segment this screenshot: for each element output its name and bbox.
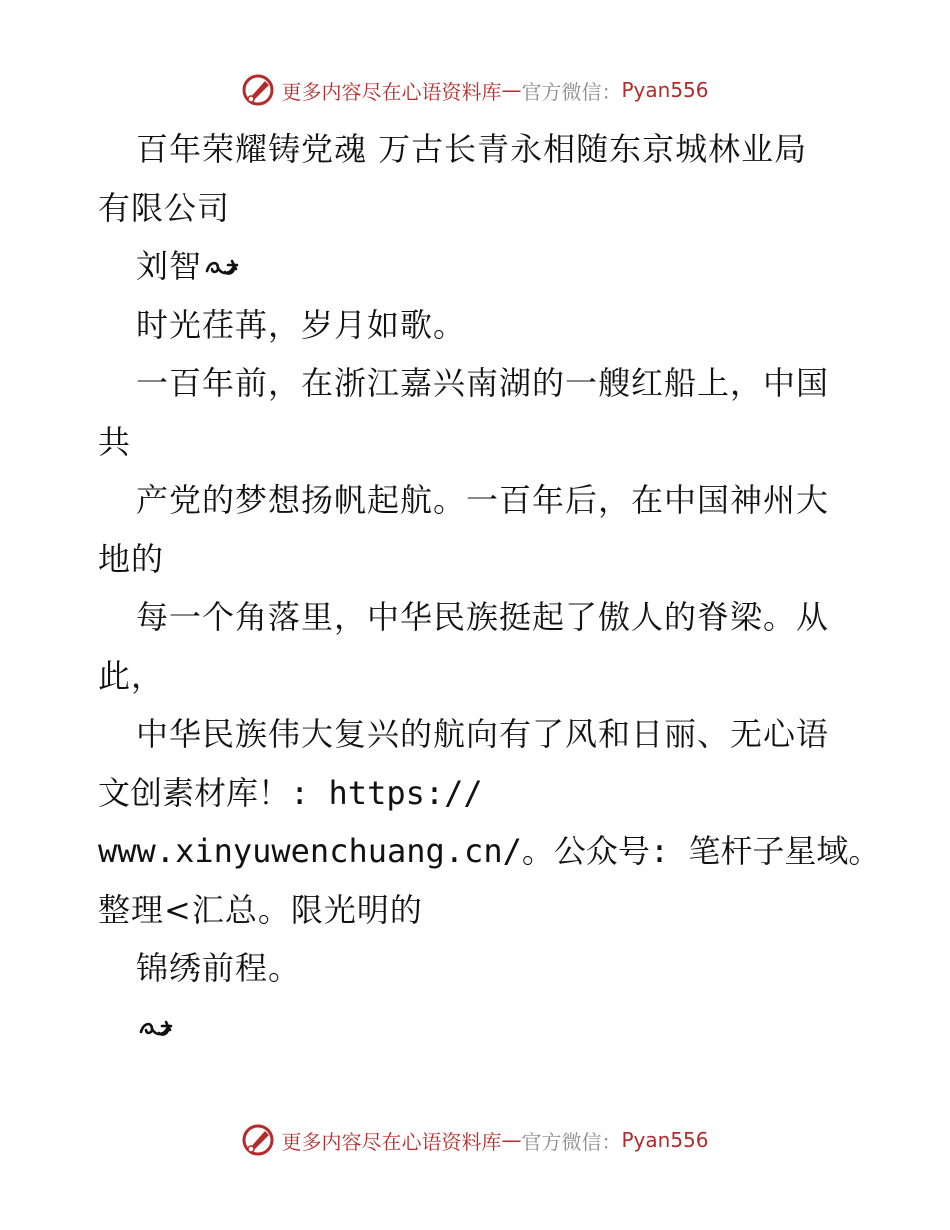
body-line-url: www.xinyuwenchuang.cn/。公众号: 笔杆子星域。	[98, 832, 881, 870]
title-line-2: 有限公司	[98, 188, 231, 227]
body-line: 锦绣前程。	[136, 949, 302, 987]
banner-wechat-id: Pyan556	[621, 1128, 709, 1152]
ornament-icon	[138, 1018, 174, 1040]
body-line: 一百年前，在浙江嘉兴南湖的一艘红船上，中国	[136, 364, 830, 402]
pen-logo-icon	[241, 1123, 275, 1157]
banner-dash: —	[501, 1128, 522, 1152]
body-line: 此，	[98, 656, 165, 695]
banner-dash: —	[501, 78, 522, 102]
body-line: 时光荏苒，岁月如歌。	[136, 305, 467, 344]
author-name: 刘智	[136, 247, 203, 285]
footer-watermark-banner	[0, 1120, 950, 1160]
banner-text: 更多内容尽在心语资料库	[281, 1129, 502, 1154]
banner-wechat-id: Pyan556	[621, 78, 709, 102]
header-watermark-banner	[0, 70, 950, 110]
banner-wechat-label: 官方微信：	[521, 1129, 622, 1154]
pen-logo-icon	[241, 73, 275, 107]
body-line: 文创素材库！: https://	[98, 773, 483, 812]
body-line: 整理<汇总。限光明的	[98, 890, 423, 929]
body-line: 中华民族伟大复兴的航向有了风和日丽、无心语	[136, 715, 830, 753]
body-line: 产党的梦想扬帆起航。一百年后，在中国神州大	[136, 481, 830, 519]
ornament-line	[98, 998, 858, 1057]
body-line: 共	[98, 422, 132, 461]
banner-wechat-label: 官方微信：	[521, 79, 622, 104]
banner-text: 更多内容尽在心语资料库	[281, 79, 502, 104]
document-body	[98, 120, 881, 1056]
title-line-1: 百年荣耀铸党魂 万古长青永相随东京城林业局	[136, 130, 808, 168]
body-line: 地的	[98, 539, 165, 578]
ornament-icon	[204, 257, 240, 279]
author-line	[98, 237, 858, 296]
body-line: 每一个角落里，中华民族挺起了傲人的脊梁。从	[136, 598, 830, 636]
